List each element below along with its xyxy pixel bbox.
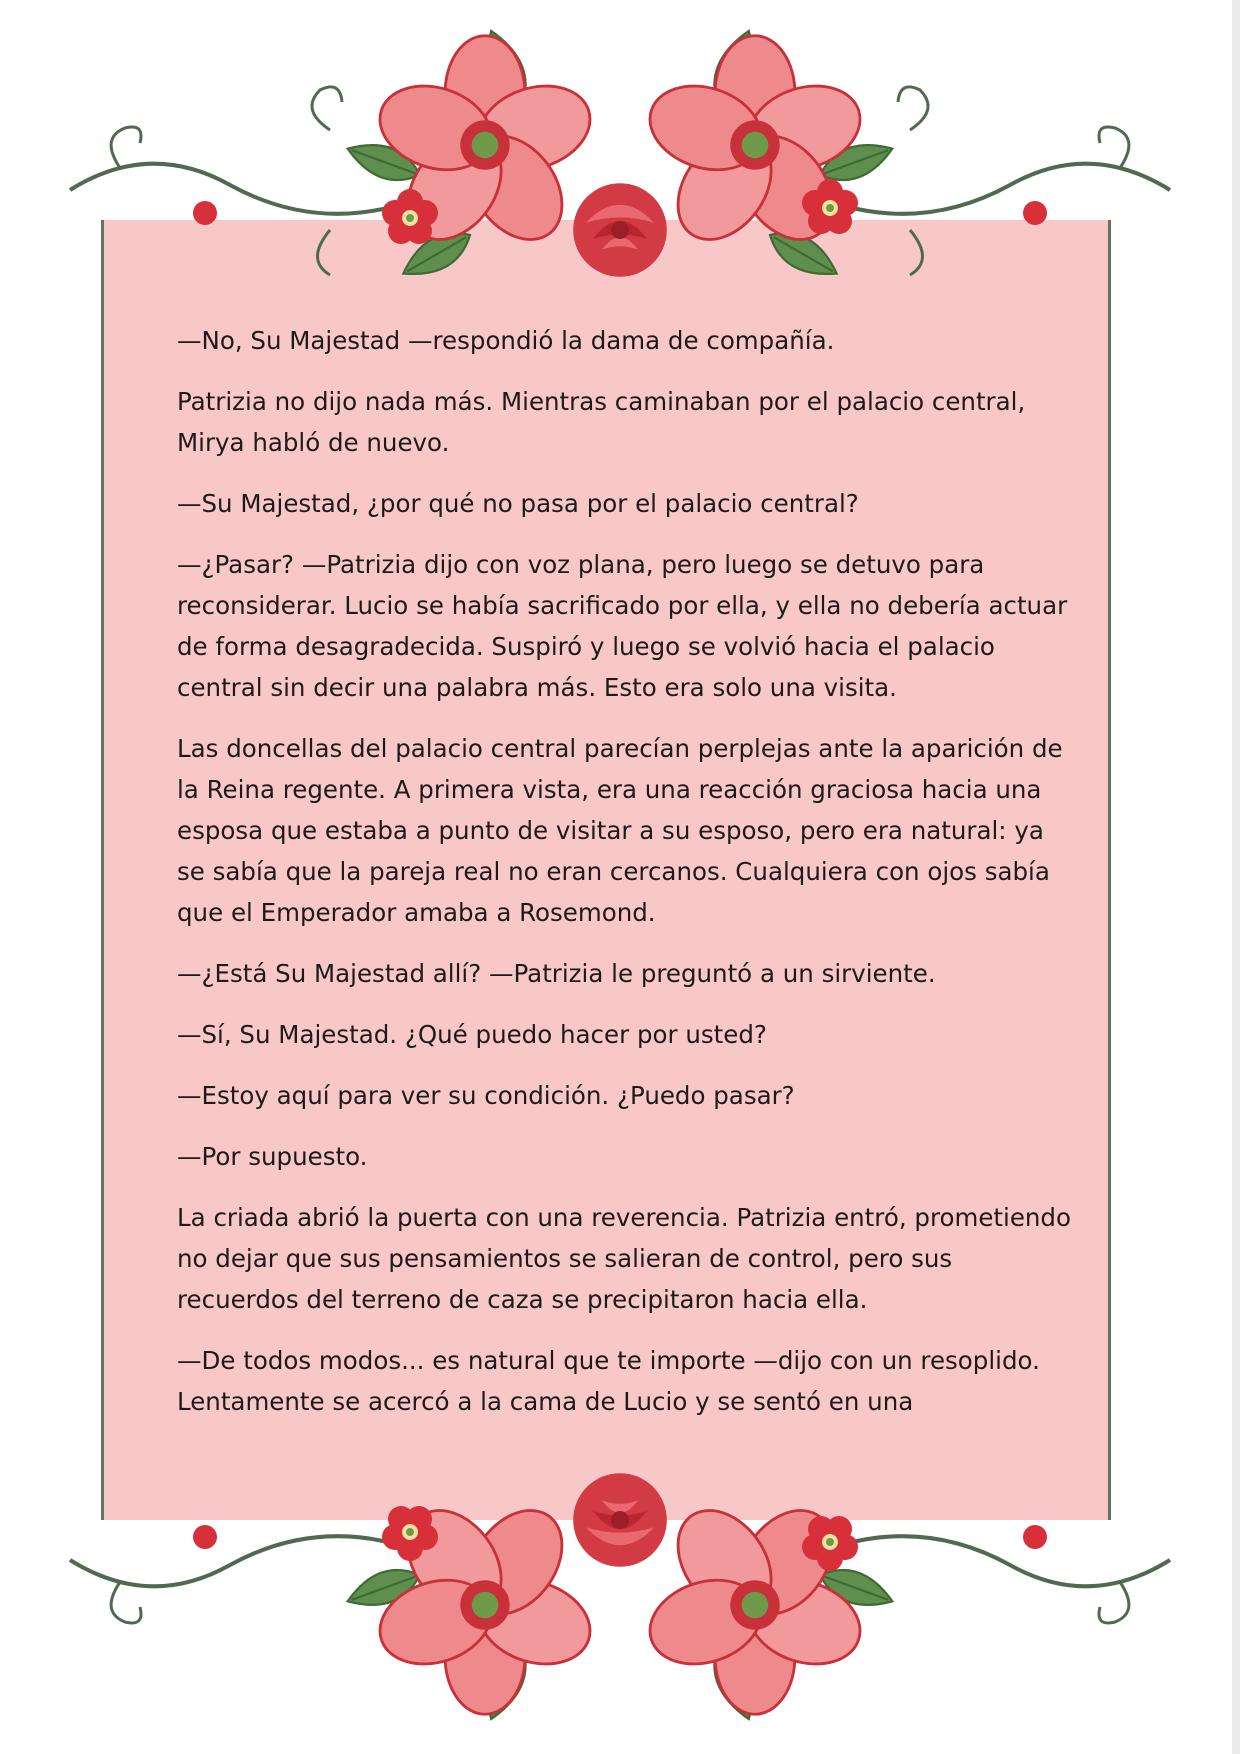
paragraph: —Por supuesto.: [177, 1142, 368, 1171]
paragraph: Patrizia no dijo nada más. Mientras caminaban por el palacio central, Mirya habló de nuevo.: [177, 387, 1026, 457]
paragraph: —¿Pasar? —Patrizia dijo con voz plana, pero luego se detuvo para reconsiderar. Lucio se había sacrificado por ella, y ella no debería actuar de forma desagradecida. Suspiró y luego se volvió hacia el palacio central sin decir una palabra más. Esto era solo una visita.: [177, 550, 1068, 702]
paragraph: —No, Su Majestad —respondió la dama de compañía.: [177, 326, 835, 355]
story-text: [177, 320, 1077, 1442]
paragraph: —De todos modos... es natural que te importe —dijo con un resoplido. Lentamente se acercó a la cama de Lucio y se sentó en una: [177, 1346, 1040, 1416]
paragraph: —Sí, Su Majestad. ¿Qué puedo hacer por usted?: [177, 1020, 767, 1049]
paragraph: —Estoy aquí para ver su condición. ¿Puedo pasar?: [177, 1081, 795, 1110]
paragraph: —¿Está Su Majestad allí? —Patrizia le preguntó a un sirviente.: [177, 959, 936, 988]
paragraph: —Su Majestad, ¿por qué no pasa por el palacio central?: [177, 489, 859, 518]
paragraph: Las doncellas del palacio central parecían perplejas ante la aparición de la Reina regente. A primera vista, era una reacción graciosa hacia una esposa que estaba a punto de visitar a su esposo, pero era natural: ya se sabía que la pareja real no eran cercanos. Cualquiera con ojos sabía que el Emperador amaba a Rosemond.: [177, 734, 1063, 927]
paragraph: La criada abrió la puerta con una reverencia. Patrizia entró, prometiendo no dejar que sus pensamientos se salieran de control, pero sus recuerdos del terreno de caza se precipitaron hacia ella.: [177, 1203, 1071, 1314]
bottom-floral-ornament: [0, 1420, 1240, 1750]
top-floral-ornament: [0, 0, 1240, 330]
